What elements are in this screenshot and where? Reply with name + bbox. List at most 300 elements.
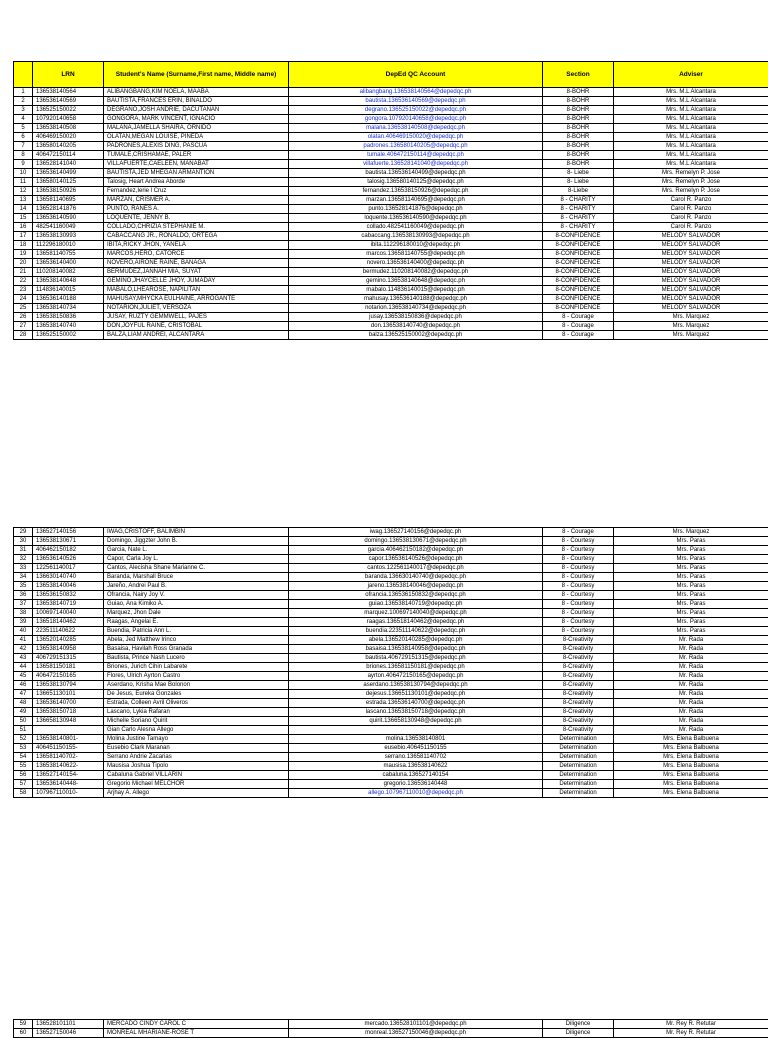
lrn-cell: 136630140740	[33, 573, 104, 582]
deped-account-cell: punto.136528141876@depedqc.ph	[289, 205, 543, 214]
lrn-cell: 107967110010-	[33, 789, 104, 798]
row-number: 55	[14, 762, 33, 771]
row-number: 23	[14, 286, 33, 295]
deped-account-cell: degrano.136525150022@depedqc.ph	[289, 106, 543, 115]
table-row	[14, 591, 768, 600]
student-name-cell: BERMUDEZ,JANNAH MIA, SUYAT	[104, 268, 289, 277]
lrn-cell: 136538140734	[33, 304, 104, 313]
adviser-cell: MELODY SALVADOR	[614, 277, 768, 286]
lrn-cell: 136538130993	[33, 232, 104, 241]
deped-account-cell: allego.107967110010@depedqc.ph	[289, 789, 543, 798]
deped-account-cell: ayrton.406472150165@depedqc.ph	[289, 672, 543, 681]
adviser-cell: Mrs. M.L Alcantara	[614, 142, 768, 151]
student-table-3	[13, 1019, 768, 1038]
lrn-cell: 136538130794	[33, 681, 104, 690]
adviser-cell: Mrs. Elena Balbuena	[614, 744, 768, 753]
student-name-cell: IWAG,CRISTOFF, BALIMBIN	[104, 528, 289, 537]
lrn-cell: 136536150832	[33, 591, 104, 600]
adviser-cell: Mrs. Remelyn P. Jose	[614, 187, 768, 196]
table-row	[14, 609, 768, 618]
section-cell: 8- Liebe	[543, 169, 614, 178]
lrn-cell	[33, 726, 104, 735]
lrn-cell: 406729151315	[33, 654, 104, 663]
student-name-cell: Eusebio Clark Maranan	[104, 744, 289, 753]
student-name-cell: MALANA,JAMELLA SHAIRA, ORNIDO	[104, 124, 289, 133]
adviser-cell: Mrs. Remelyn P. Jose	[614, 178, 768, 187]
row-number: 56	[14, 771, 33, 780]
lrn-cell: 136520140285	[33, 636, 104, 645]
table-row	[14, 780, 768, 789]
adviser-cell: Mrs. Elena Balbuena	[614, 780, 768, 789]
row-number: 19	[14, 250, 33, 259]
section-cell: 8-Creativity	[543, 726, 614, 735]
section-cell: Determination	[543, 762, 614, 771]
header-adviser: Adviser	[614, 62, 768, 88]
adviser-cell: Mr. Rada	[614, 636, 768, 645]
deped-account-cell: tumale.406472150114@depedqc.ph	[289, 151, 543, 160]
lrn-cell: 136580140205	[33, 142, 104, 151]
table-row	[14, 1029, 768, 1038]
deped-account-cell: ofrancia.136536150832@depedqc.ph	[289, 591, 543, 600]
row-number: 2	[14, 97, 33, 106]
student-name-cell: GONGORA, MARK VINCENT, IGNACIO	[104, 115, 289, 124]
table-row	[14, 232, 768, 241]
adviser-cell: Mrs. M.L Alcantara	[614, 88, 768, 97]
student-name-cell: De Jesus, Eureka Gonzales	[104, 690, 289, 699]
deped-account-cell: loquente.136536140590@depedqc.ph	[289, 214, 543, 223]
row-number: 45	[14, 672, 33, 681]
adviser-cell: Mrs. Marquez	[614, 331, 768, 340]
lrn-cell: 136658130948	[33, 717, 104, 726]
table-row	[14, 286, 768, 295]
deped-account-cell: guiao.136538140719@depedqc.ph	[289, 600, 543, 609]
section-cell: 8-CONFIDENCE	[543, 304, 614, 313]
deped-account-cell: domingo.136538130671@depedqc.ph	[289, 537, 543, 546]
lrn-cell: 136536140700	[33, 699, 104, 708]
adviser-cell: MELODY SALVADOR	[614, 304, 768, 313]
adviser-cell: Mrs. Paras	[614, 582, 768, 591]
lrn-cell: 114836140015	[33, 286, 104, 295]
section-cell: 8-BOHR	[543, 124, 614, 133]
row-number: 11	[14, 178, 33, 187]
section-cell: Determination	[543, 735, 614, 744]
table-row	[14, 681, 768, 690]
adviser-cell: Mrs. M.L Alcantara	[614, 97, 768, 106]
deped-account-cell: don.136538140740@depedqc.ph	[289, 322, 543, 331]
table-row	[14, 555, 768, 564]
lrn-cell: 136538140801-	[33, 735, 104, 744]
adviser-cell: Mrs. Elena Balbuena	[614, 762, 768, 771]
table-row	[14, 277, 768, 286]
section-cell: 8-BOHR	[543, 106, 614, 115]
row-number: 34	[14, 573, 33, 582]
deped-account-cell: aserdano.136538130794@depedqc.ph	[289, 681, 543, 690]
deped-account-cell: bermudez.110208140082@depedqc.ph	[289, 268, 543, 277]
deped-account-cell: garcia.406462150182@depedqc.ph	[289, 546, 543, 555]
adviser-cell: Mrs. Paras	[614, 591, 768, 600]
student-name-cell: Flores, Ulrich Ayrton Castro	[104, 672, 289, 681]
student-name-cell: MABALO,LHEAROSE, NAPILITAN	[104, 286, 289, 295]
section-cell: 8-BOHR	[543, 88, 614, 97]
section-cell: 8-BOHR	[543, 133, 614, 142]
table-row	[14, 133, 768, 142]
deped-account-cell: jareno.136538140046@depedqc.ph	[289, 582, 543, 591]
deped-account-cell: mabalo.114836140015@depedqc.ph	[289, 286, 543, 295]
row-number: 14	[14, 205, 33, 214]
row-number: 33	[14, 564, 33, 573]
student-name-cell: DEGRANO,JOSH ANDRIE, DACUTANAN	[104, 106, 289, 115]
section-cell: 8-CONFIDENCE	[543, 232, 614, 241]
table-row	[14, 1020, 768, 1029]
student-name-cell: MERCADO CINDY CAROL C	[104, 1020, 289, 1029]
adviser-cell: Carol R. Panzo	[614, 205, 768, 214]
table-row	[14, 205, 768, 214]
row-number: 7	[14, 142, 33, 151]
section-cell: Determination	[543, 771, 614, 780]
adviser-cell: Mr. Rey R. Retutar	[614, 1020, 768, 1029]
student-name-cell: MARZAN, CRISMER A.	[104, 196, 289, 205]
lrn-cell: 136538140508	[33, 124, 104, 133]
student-table-2	[13, 527, 768, 798]
section-cell: Determination	[543, 753, 614, 762]
adviser-cell: Mrs. Paras	[614, 627, 768, 636]
row-number: 47	[14, 690, 33, 699]
adviser-cell: MELODY SALVADOR	[614, 232, 768, 241]
student-name-cell: VILLAFUERTE,CAELEEN, MANABAT	[104, 160, 289, 169]
adviser-cell: Mrs. M.L Alcantara	[614, 151, 768, 160]
section-cell: 8 - CHARITY	[543, 214, 614, 223]
row-number: 35	[14, 582, 33, 591]
adviser-cell: Mrs. Elena Balbuena	[614, 735, 768, 744]
deped-account-cell: cabaluna.136527140154	[289, 771, 543, 780]
section-cell: Diligence	[543, 1020, 614, 1029]
row-number: 26	[14, 313, 33, 322]
student-name-cell: GEMINO,JHAYCELLE JHOY, JUMADAY	[104, 277, 289, 286]
deped-account-cell: serrano.136581140702	[289, 753, 543, 762]
row-number: 52	[14, 735, 33, 744]
table-row	[14, 717, 768, 726]
student-name-cell: Buendia, Patricia Ann L.	[104, 627, 289, 636]
section-cell: 8 - Courtesy	[543, 582, 614, 591]
lrn-cell: 223511140622	[33, 627, 104, 636]
lrn-cell: 406472150165	[33, 672, 104, 681]
row-number: 42	[14, 645, 33, 654]
adviser-cell: Mrs. Marquez	[614, 322, 768, 331]
table-row	[14, 304, 768, 313]
table-row	[14, 250, 768, 259]
section-cell: 8-BOHR	[543, 115, 614, 124]
adviser-cell: Mrs. Marquez	[614, 313, 768, 322]
student-name-cell: Cantos, Alecisha Shane Marianne C.	[104, 564, 289, 573]
adviser-cell: MELODY SALVADOR	[614, 295, 768, 304]
deped-account-cell: mercado.136528101101@depedqc.ph	[289, 1020, 543, 1029]
student-name-cell: Mausisa Joshua Tipolo	[104, 762, 289, 771]
adviser-cell: Mrs. Elena Balbuena	[614, 753, 768, 762]
student-name-cell: TUMALE,CRISHAMAE, PALER	[104, 151, 289, 160]
row-number: 17	[14, 232, 33, 241]
deped-account-cell: abela.136520140285@depedqc.ph	[289, 636, 543, 645]
lrn-cell: 136580140125	[33, 178, 104, 187]
adviser-cell: Mr. Rada	[614, 654, 768, 663]
adviser-cell: Mr. Rey R. Retutar	[614, 1029, 768, 1038]
lrn-cell: 136525150022	[33, 106, 104, 115]
student-name-cell: Talosig, Heart Andrea Aborde	[104, 178, 289, 187]
adviser-cell: Mrs. Paras	[614, 618, 768, 627]
table-row	[14, 187, 768, 196]
student-name-cell: DON,JOYFUL RAINE, CRISTOBAL	[104, 322, 289, 331]
deped-account-cell: mahusay.136536140188@depedqc.ph	[289, 295, 543, 304]
section-cell: 8-BOHR	[543, 97, 614, 106]
section-cell: 8 - CHARITY	[543, 196, 614, 205]
student-name-cell: Fernandez,Ierie l Cruz	[104, 187, 289, 196]
table-row	[14, 654, 768, 663]
student-name-cell: Capor, Carla Joy L.	[104, 555, 289, 564]
section-cell: 8 - Courage	[543, 313, 614, 322]
table-header-row	[14, 62, 768, 88]
section-cell: 8-Liebe	[543, 187, 614, 196]
lrn-cell: 406451150155-	[33, 744, 104, 753]
row-number: 51	[14, 726, 33, 735]
deped-account-cell: molina.136538140801	[289, 735, 543, 744]
table-row	[14, 223, 768, 232]
section-cell: 8-Creativity	[543, 681, 614, 690]
adviser-cell: Carol R. Panzo	[614, 214, 768, 223]
row-number: 60	[14, 1029, 33, 1038]
table-row	[14, 322, 768, 331]
adviser-cell: Mrs. Paras	[614, 546, 768, 555]
adviser-cell: Mrs. M.L Alcantara	[614, 133, 768, 142]
section-cell: 8 - Courtesy	[543, 546, 614, 555]
lrn-cell: 406462150182	[33, 546, 104, 555]
lrn-cell: 136525150002	[33, 331, 104, 340]
student-name-cell: OLATAN,MEGAN LOUISE, PINEDA	[104, 133, 289, 142]
lrn-cell: 136581140755	[33, 250, 104, 259]
row-number: 13	[14, 196, 33, 205]
section-cell: 8-CONFIDENCE	[543, 295, 614, 304]
deped-account-cell: malana.136538140508@depedqc.ph	[289, 124, 543, 133]
row-number: 12	[14, 187, 33, 196]
lrn-cell: 136538150718	[33, 708, 104, 717]
row-number: 38	[14, 609, 33, 618]
lrn-cell: 136538150926	[33, 187, 104, 196]
adviser-cell: Mr. Rada	[614, 645, 768, 654]
adviser-cell: MELODY SALVADOR	[614, 250, 768, 259]
section-cell: 8 - CHARITY	[543, 223, 614, 232]
table-row	[14, 708, 768, 717]
table-row	[14, 124, 768, 133]
student-name-cell: Abela, Jed Matthew Irinco	[104, 636, 289, 645]
row-number: 57	[14, 780, 33, 789]
deped-account-cell: bautista.406729151315@depedqc.ph	[289, 654, 543, 663]
student-name-cell: PUNTO, RANES A.	[104, 205, 289, 214]
row-number: 6	[14, 133, 33, 142]
student-name-cell: Arjhay A. Allego	[104, 789, 289, 798]
student-name-cell: Estrada, Colleen Avril Oliveros	[104, 699, 289, 708]
section-cell: 8-CONFIDENCE	[543, 241, 614, 250]
adviser-cell: Mr. Rada	[614, 681, 768, 690]
lrn-cell: 136581150181	[33, 663, 104, 672]
deped-account-cell: estrada.136536140700@depedqc.ph	[289, 699, 543, 708]
table-row	[14, 142, 768, 151]
table-row	[14, 313, 768, 322]
row-number: 10	[14, 169, 33, 178]
section-cell: 8-BOHR	[543, 151, 614, 160]
section-cell: Determination	[543, 744, 614, 753]
row-number: 43	[14, 654, 33, 663]
lrn-cell: 136536140569	[33, 97, 104, 106]
table-row	[14, 636, 768, 645]
deped-account-cell: baranda.136630140740@depedqc.ph	[289, 573, 543, 582]
header-no	[14, 62, 33, 88]
table-row	[14, 268, 768, 277]
deped-account-cell: alibangbang.136538140564@depedqc.ph	[289, 88, 543, 97]
section-cell: 8 - Courtesy	[543, 555, 614, 564]
row-number: 21	[14, 268, 33, 277]
adviser-cell: Mrs. Paras	[614, 609, 768, 618]
section-cell: 8-Creativity	[543, 645, 614, 654]
student-name-cell: Domingo, Jiggzter John B.	[104, 537, 289, 546]
student-name-cell: Aserdano, Krisha Mae Bolonon	[104, 681, 289, 690]
lrn-cell: 110208140082	[33, 268, 104, 277]
adviser-cell: Mr. Rada	[614, 717, 768, 726]
adviser-cell: Mrs. Marquez	[614, 528, 768, 537]
header-section: Section	[543, 62, 614, 88]
deped-account-cell: gemino.136538140648@depedqc.ph	[289, 277, 543, 286]
table-row	[14, 546, 768, 555]
adviser-cell: Mrs. Paras	[614, 573, 768, 582]
adviser-cell: Mrs. Elena Balbuena	[614, 771, 768, 780]
deped-account-cell: marquez.100697140040@depedqc.ph	[289, 609, 543, 618]
student-name-cell: ALIBANGBANG,KIM NOELA, MAABA	[104, 88, 289, 97]
student-name-cell: MAHUSAY,MHYCKA EULHAINE, ARROGANTE	[104, 295, 289, 304]
table-row	[14, 214, 768, 223]
adviser-cell: Mr. Rada	[614, 690, 768, 699]
table-row	[14, 645, 768, 654]
deped-account-cell: quirit.136658130948@depedqc.ph	[289, 717, 543, 726]
lrn-cell: 406472150114	[33, 151, 104, 160]
lrn-cell: 136528141040	[33, 160, 104, 169]
table-row	[14, 627, 768, 636]
adviser-cell: Mrs. M.L Alcantara	[614, 106, 768, 115]
section-cell: Diligence	[543, 1029, 614, 1038]
section-cell: 8 - Courtesy	[543, 609, 614, 618]
deped-account-cell: olatan.406469150020@depedqc.ph	[289, 133, 543, 142]
lrn-cell: 136651130101	[33, 690, 104, 699]
student-name-cell: COLLADO,CHRIZIA STEPHANIE M.	[104, 223, 289, 232]
table-row	[14, 537, 768, 546]
deped-account-cell: notarion.136538140734@depedqc.ph	[289, 304, 543, 313]
deped-account-cell: gongora.107920140658@depedqc.ph	[289, 115, 543, 124]
deped-account-cell: briones.136581150181@depedqc.ph	[289, 663, 543, 672]
deped-account-cell: basaisa.136538140958@depedqc.ph	[289, 645, 543, 654]
student-name-cell: NOVERO,AIRONE RAINE, BANAGA	[104, 259, 289, 268]
lrn-cell: 406469150020	[33, 133, 104, 142]
section-cell: 8 - Courtesy	[543, 591, 614, 600]
student-name-cell: BALZA,LIAM ANDREI, ALCANTARA	[104, 331, 289, 340]
deped-account-cell: lascano.136538150718@depedqc.ph	[289, 708, 543, 717]
student-name-cell: Guiao, Ana Kimiko A.	[104, 600, 289, 609]
student-name-cell: BAUTISTA,FRANCES ERIN, BINALDO	[104, 97, 289, 106]
section-cell: 8-Creativity	[543, 663, 614, 672]
row-number: 27	[14, 322, 33, 331]
adviser-cell: Mr. Rada	[614, 726, 768, 735]
deped-account-cell: cantos.122561140017@depedqc.ph	[289, 564, 543, 573]
adviser-cell: Mrs. Paras	[614, 555, 768, 564]
table-row	[14, 573, 768, 582]
lrn-cell: 136581140695	[33, 196, 104, 205]
student-name-cell: Raagas, Angelai E.	[104, 618, 289, 627]
table-row	[14, 115, 768, 124]
lrn-cell: 482541160049	[33, 223, 104, 232]
table-row	[14, 528, 768, 537]
table-row	[14, 196, 768, 205]
section-cell: 8 - CHARITY	[543, 205, 614, 214]
student-name-cell: Cabaluna Gabriel VILLARIN	[104, 771, 289, 780]
lrn-cell: 136538140648	[33, 277, 104, 286]
deped-account-cell: villafuerte.136528141040@depedqc.ph	[289, 160, 543, 169]
row-number: 8	[14, 151, 33, 160]
student-name-cell: Lascano, Lykia Rafaran	[104, 708, 289, 717]
row-number: 16	[14, 223, 33, 232]
lrn-cell: 112296180010	[33, 241, 104, 250]
section-cell: 8 - Courtesy	[543, 627, 614, 636]
adviser-cell: Mr. Rada	[614, 672, 768, 681]
section-cell: 8 - Courtesy	[543, 618, 614, 627]
deped-account-cell: capor.136536140526@depedqc.ph	[289, 555, 543, 564]
adviser-cell: Mrs. Paras	[614, 564, 768, 573]
row-number: 50	[14, 717, 33, 726]
student-name-cell: MONREAL MHARIANE-ROSE T	[104, 1029, 289, 1038]
adviser-cell: Mrs. M.L Alcantara	[614, 124, 768, 133]
section-cell: 8-Creativity	[543, 717, 614, 726]
table-row	[14, 295, 768, 304]
table-row	[14, 672, 768, 681]
adviser-cell: Mrs. M.L Alcantara	[614, 160, 768, 169]
lrn-cell: 136536140188	[33, 295, 104, 304]
lrn-cell: 136528101101	[33, 1020, 104, 1029]
student-name-cell: MARCOS,HERO, CATORCE	[104, 250, 289, 259]
table-row	[14, 564, 768, 573]
student-name-cell: Gregorio Michael MELCHOR	[104, 780, 289, 789]
section-cell: 8- Liebe	[543, 178, 614, 187]
lrn-cell: 136538140564	[33, 88, 104, 97]
row-number: 30	[14, 537, 33, 546]
header-student-name: Student's Name (Surname,First name, Middle name)	[104, 62, 289, 88]
row-number: 40	[14, 627, 33, 636]
row-number: 28	[14, 331, 33, 340]
student-name-cell: Bautista, Prince Nash Lucero	[104, 654, 289, 663]
student-name-cell: BAUTISTA,JED MHEGAN ARMANTION	[104, 169, 289, 178]
lrn-cell: 136518140462	[33, 618, 104, 627]
student-name-cell: Ofrancia, Nairy Joy V.	[104, 591, 289, 600]
table-row	[14, 331, 768, 340]
row-number: 29	[14, 528, 33, 537]
row-number: 20	[14, 259, 33, 268]
lrn-cell: 136538140622-	[33, 762, 104, 771]
deped-account-cell: jusay.136538150836@depedqc.ph	[289, 313, 543, 322]
student-name-cell: Marquez, Jhon Dale	[104, 609, 289, 618]
adviser-cell: Carol R. Panzo	[614, 196, 768, 205]
table-row	[14, 97, 768, 106]
deped-account-cell: dejesus.136651130101@depedqc.ph	[289, 690, 543, 699]
deped-account-cell: ibita.112296180010@depedqc.ph	[289, 241, 543, 250]
table-row	[14, 753, 768, 762]
table-row	[14, 106, 768, 115]
deped-account-cell	[289, 726, 543, 735]
section-cell: 8-Creativity	[543, 672, 614, 681]
row-number: 25	[14, 304, 33, 313]
deped-account-cell: mausisa.136538140622	[289, 762, 543, 771]
